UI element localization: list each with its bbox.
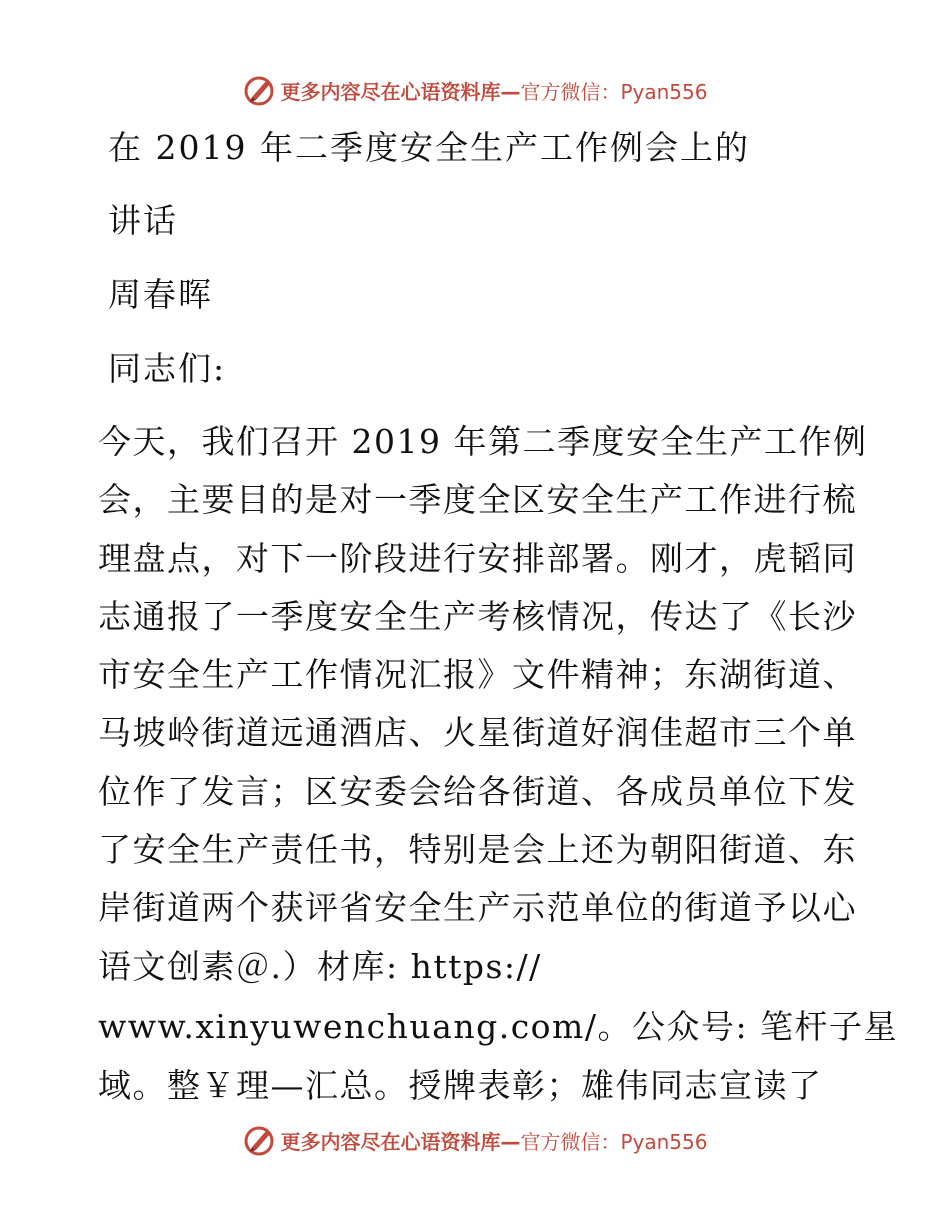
- paragraph-continuation: 域。整￥理—汇总。授牌表彰；雄伟同志宣读了: [98, 1066, 823, 1105]
- paragraph-line: 志通报了一季度安全生产考核情况，传达了《长沙: [98, 596, 857, 636]
- body-paragraph: [98, 413, 868, 996]
- header-banner: [0, 70, 950, 110]
- pen-logo-icon: [242, 1123, 276, 1157]
- paragraph-line: 理盘点，对下一阶段进行安排部署。刚才，虎韬同: [98, 538, 857, 578]
- paragraph-line: 今天，我们召开 2019 年第二季度安全生产工作例: [98, 422, 868, 461]
- paragraph-line: 语文创素＠.）材库: https://: [98, 946, 542, 986]
- salutation: 同志们:: [108, 349, 227, 388]
- author-name: 周春晖: [108, 275, 213, 314]
- pen-logo-icon: [242, 73, 276, 107]
- banner-text: 更多内容尽在心语资料库—官方微信：Pyan556: [280, 1129, 708, 1154]
- paragraph-line: 马坡岭街道远通酒店、火星街道好润佳超市三个单: [98, 713, 857, 753]
- banner-text: 更多内容尽在心语资料库—官方微信：Pyan556: [280, 79, 708, 104]
- paragraph-line: 会，主要目的是对一季度全区安全生产工作进行梳: [98, 480, 857, 520]
- paragraph-line: 岸街道两个获评省安全生产示范单位的街道予以心: [98, 888, 857, 928]
- paragraph-line: 了安全生产责任书，特别是会上还为朝阳街道、东: [98, 830, 857, 870]
- footer-banner: [0, 1120, 950, 1160]
- title-line-2: 讲话: [108, 201, 178, 240]
- title-line-1: 在 2019 年二季度安全生产工作例会上的: [108, 128, 750, 167]
- url-line: www.xinyuwenchuang.com/。公众号: 笔杆子星: [98, 1007, 899, 1046]
- paragraph-line: 位作了发言；区安委会给各街道、各成员单位下发: [98, 771, 857, 811]
- paragraph-line: 市安全生产工作情况汇报》文件精神；东湖街道、: [98, 655, 857, 695]
